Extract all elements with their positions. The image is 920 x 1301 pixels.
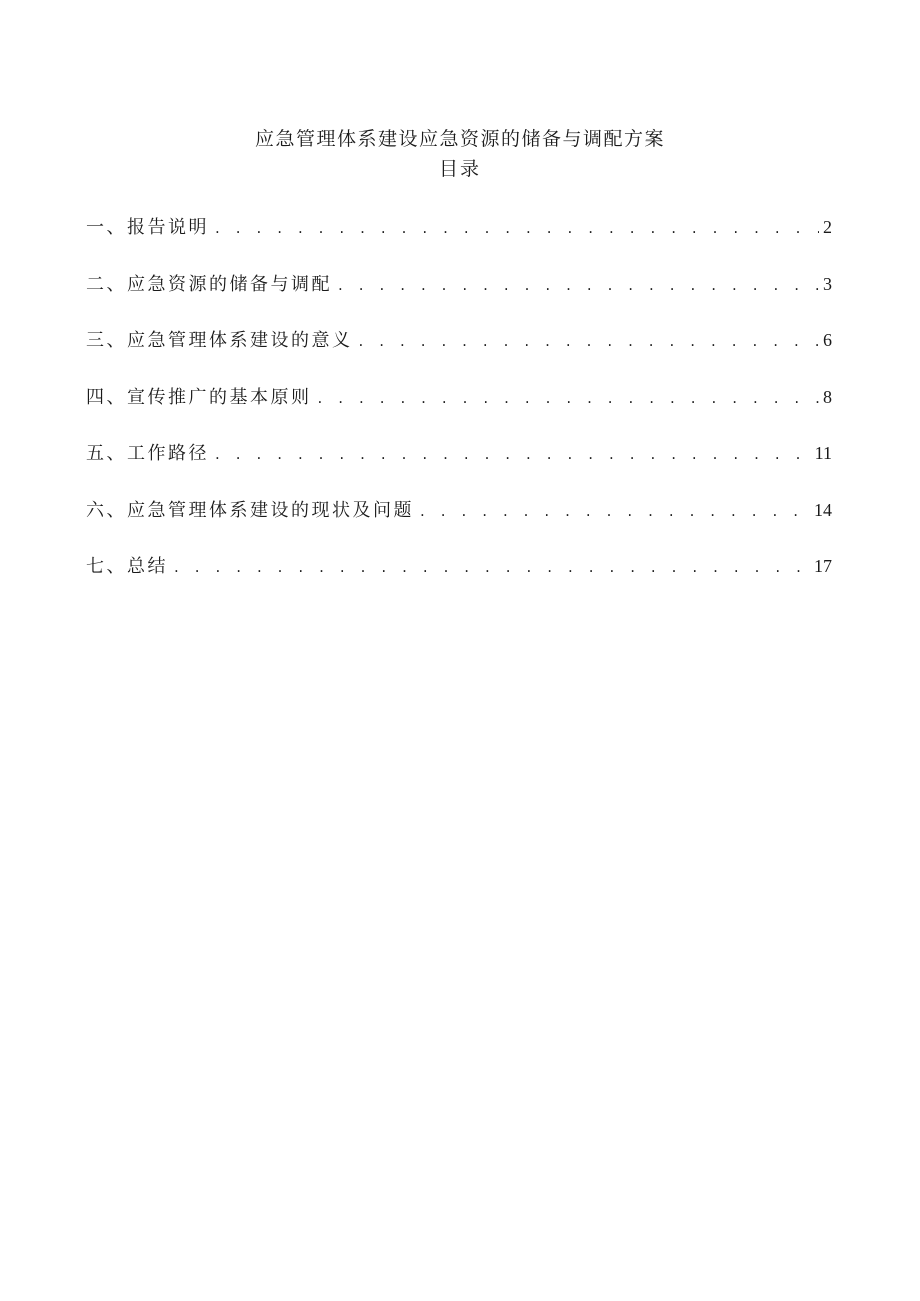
toc-entry-page-number: 2 <box>823 217 832 237</box>
toc-entry-label: 七、总结 <box>86 556 168 577</box>
toc-entry-label: 六、应急管理体系建设的现状及问题 <box>86 499 414 521</box>
dot-leader <box>338 270 819 300</box>
toc-entry-label: 二、应急资源的储备与调配 <box>86 273 332 295</box>
dot-leader <box>174 552 810 582</box>
dot-leader <box>215 439 811 469</box>
document-title: 应急管理体系建设应急资源的储备与调配方案 <box>254 128 665 150</box>
dot-leader <box>420 496 810 526</box>
toc-entry-page-number: 6 <box>823 330 832 350</box>
toc-entry-label: 一、报告说明 <box>86 217 209 238</box>
toc-entry-page-number: 14 <box>814 499 832 520</box>
toc-entry-page-number: 3 <box>823 273 832 294</box>
dot-leader <box>215 213 819 243</box>
toc-entry-label: 四、宣传推广的基本原则 <box>86 386 312 408</box>
toc-entry-3[interactable] <box>86 325 832 382</box>
toc-entry-page-number: 17 <box>814 556 832 576</box>
toc-entry-label: 三、应急管理体系建设的意义 <box>86 330 353 351</box>
toc-entry-4[interactable] <box>86 382 832 439</box>
dot-leader <box>318 383 820 413</box>
toc-entry-7[interactable] <box>86 551 832 608</box>
toc-entry-5[interactable] <box>86 438 832 495</box>
toc-entry-page-number: 11 <box>814 443 832 463</box>
toc-entry-6[interactable] <box>86 495 832 552</box>
toc-entry-1[interactable] <box>86 212 832 269</box>
table-of-contents <box>86 212 832 608</box>
toc-entry-2[interactable] <box>86 269 832 326</box>
toc-entry-page-number: 8 <box>823 386 832 407</box>
toc-entry-label: 五、工作路径 <box>86 443 209 464</box>
dot-leader <box>359 326 820 356</box>
toc-heading: 目录 <box>438 158 481 180</box>
